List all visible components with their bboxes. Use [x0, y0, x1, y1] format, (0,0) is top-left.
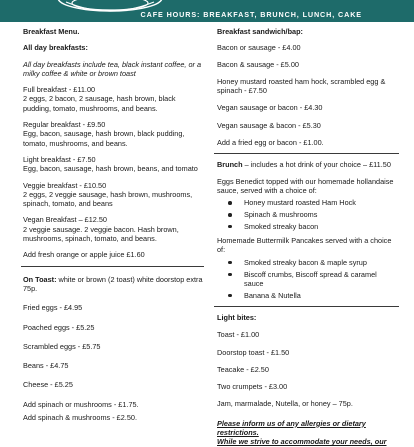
- section-divider: [214, 153, 399, 154]
- full-breakfast-title: Full breakfast - £11.00: [23, 85, 96, 95]
- list-item: Smoked streaky bacon & maple syrup: [217, 258, 395, 267]
- veggie-breakfast-desc: 2 eggs, 2 veggie sausage, hash brown, mushrooms, spinach, tomato, and beans: [23, 189, 193, 209]
- brunch-line: [217, 160, 395, 169]
- list-item: Smoked streaky bacon: [217, 222, 395, 231]
- vegan-breakfast-desc: 2 veggie sausage. 2 veggie bacon. Hash brown, mushrooms, spinach, tomato, and beans.: [23, 224, 179, 244]
- on-toast-text: white or brown (2 toast) white doorstop extra 75p.: [23, 274, 203, 293]
- all-day-note: All day breakfasts include tea, black instant coffee, or a milky coffee & white or brown toast: [23, 59, 202, 78]
- pancakes: Homemade Buttermilk Pancakes served with a choice of:: [217, 236, 392, 255]
- allergy-note-continued: While we strive to accommodate your needs, our: [217, 437, 387, 447]
- cafe-hours: CAFE HOURS: BREAKFAST, BRUNCH, LUNCH, CAKE: [140, 10, 362, 19]
- list-item: Biscoff crumbs, Biscoff spread & caramel sauce: [217, 270, 395, 289]
- eggs-benedict: Eggs Benedict topped with our homemade hollandaise sauce, served with a choice of:: [217, 176, 394, 195]
- list-item: Banana & Nutella: [217, 291, 395, 300]
- bullet-icon: [228, 213, 232, 217]
- add-juice: Add fresh orange or apple juice £1.60: [23, 250, 145, 260]
- fried-eggs: Fried eggs - £4.95: [23, 303, 83, 313]
- list-item: Spinach & mushrooms: [217, 210, 395, 219]
- list-item: Honey mustard roasted Ham Hock: [217, 198, 395, 207]
- light-breakfast-title: Light breakfast - £7.50: [23, 154, 96, 164]
- jam-spreads: Jam, marmalade, Nutella, or honey – 75p.: [217, 399, 353, 409]
- full-breakfast-desc: 2 eggs, 2 bacon, 2 sausage, hash brown, black pudding, tomato, mushrooms, and beans.: [23, 94, 176, 113]
- doorstop-toast: Doorstop toast - £1.50: [217, 347, 290, 357]
- regular-breakfast-title: Regular breakfast - £9.50: [23, 120, 106, 130]
- light-bites-heading: Light bites:: [217, 312, 257, 322]
- section-divider: [214, 306, 399, 307]
- bacon-or-sausage: Bacon or sausage - £4.00: [217, 43, 301, 53]
- beans: Beans - £4.75: [23, 361, 69, 371]
- bullet-icon: [228, 261, 232, 265]
- regular-breakfast-desc: Egg, bacon, sausage, hash brown, black pudding, tomato, mushrooms, and beans.: [23, 129, 185, 148]
- allergy-note: Please inform us of any allergies or dietary restrictions.: [217, 418, 366, 438]
- bullet-icon: [228, 294, 232, 298]
- cheese: Cheese - £5.25: [23, 380, 73, 390]
- bacon-and-sausage: Bacon & sausage - £5.00: [217, 59, 299, 69]
- pancake-options: [217, 258, 395, 300]
- sandwich-heading: Breakfast sandwich/bap:: [217, 27, 303, 36]
- bullet-icon: [228, 273, 232, 277]
- light-breakfast-desc: Egg, bacon, sausage, hash brown, beans, and tomato: [23, 164, 198, 174]
- left-column: [23, 27, 203, 422]
- on-toast-label: On Toast:: [23, 274, 57, 284]
- bullet-icon: [228, 225, 232, 229]
- add-spinach-and-mushrooms: Add spinach & mushrooms - £2.50.: [23, 413, 137, 423]
- on-toast-line: [23, 275, 203, 294]
- add-spinach-or-mushrooms: Add spinach or mushrooms - £1.75.: [23, 399, 139, 409]
- poached-eggs: Poached eggs - £5.25: [23, 322, 95, 332]
- header-banner: [0, 0, 414, 22]
- right-column: [217, 27, 395, 447]
- honey-mustard-ham: Honey mustard roasted ham hock, scrambled egg & spinach - £7.50: [217, 76, 386, 96]
- brunch-label: Brunch: [217, 160, 243, 170]
- scrambled-eggs: Scrambled eggs - £5.75: [23, 341, 101, 351]
- vegan-sausage-or-bacon: Vegan sausage or bacon - £4.30: [217, 103, 323, 113]
- toast: Toast - £1.00: [217, 330, 260, 340]
- benedict-options: [217, 198, 395, 231]
- bullet-icon: [228, 201, 232, 205]
- vegan-breakfast-title: Vegan Breakfast – £12.50: [23, 215, 107, 225]
- vegan-sausage-and-bacon: Vegan sausage & bacon - £5.30: [217, 120, 321, 130]
- teacake: Teacake - £2.50: [217, 364, 269, 374]
- section-divider: [21, 266, 204, 267]
- brunch-text: – includes a hot drink of your choice – £11.50: [242, 160, 391, 170]
- veggie-breakfast-title: Veggie breakfast - £10.50: [23, 180, 107, 190]
- two-crumpets: Two crumpets - £3.00: [217, 382, 288, 392]
- all-day-heading: All day breakfasts:: [23, 43, 88, 53]
- breakfast-menu-title: Breakfast Menu.: [23, 27, 80, 36]
- add-fried-egg: Add a fried egg or bacon - £1.00.: [217, 138, 324, 148]
